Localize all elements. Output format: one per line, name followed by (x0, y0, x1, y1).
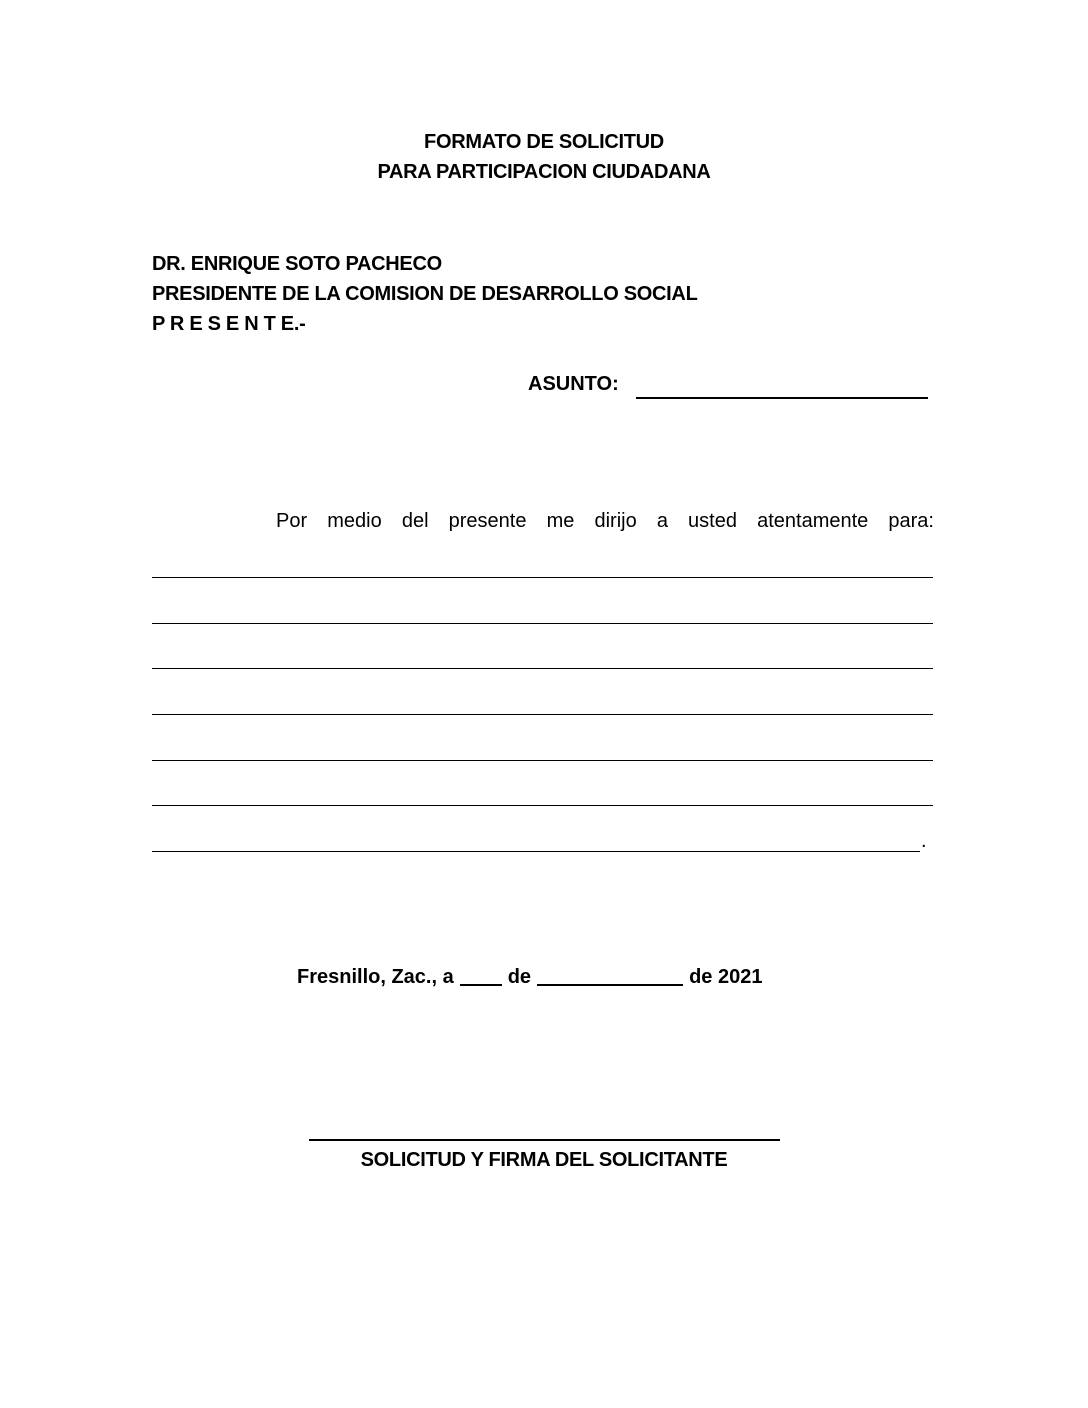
request-blank-line-2[interactable] (152, 623, 933, 624)
addressee-name: DR. ENRIQUE SOTO PACHECO (152, 253, 442, 275)
date-city: Fresnillo, Zac., a (297, 966, 454, 988)
date-de-label: de (507, 966, 532, 988)
addressee-position: PRESIDENTE DE LA COMISION DE DESARROLLO SOCIAL (152, 283, 698, 305)
request-blank-line-7[interactable] (152, 851, 920, 852)
addressee-presente: P R E S E N T E.- (152, 313, 306, 335)
document-title-line-2: PARA PARTICIPACION CIUDADANA (377, 161, 711, 183)
date-line (297, 964, 762, 989)
date-year-text: de 2021 (689, 966, 763, 988)
request-blank-line-6[interactable] (152, 805, 933, 806)
request-blank-line-3[interactable] (152, 668, 933, 669)
subject-blank-line[interactable] (636, 397, 928, 399)
request-blank-line-5[interactable] (152, 760, 933, 761)
body-intro-text: Por medio del presente me dirijo a usted atentamente para: (276, 510, 934, 532)
signature-blank-line[interactable] (309, 1139, 780, 1141)
request-blank-line-1[interactable] (152, 577, 933, 578)
date-day-blank[interactable] (460, 964, 502, 986)
request-blank-line-4[interactable] (152, 714, 933, 715)
document-title-line-1: FORMATO DE SOLICITUD (424, 131, 664, 153)
signature-label: SOLICITUD Y FIRMA DEL SOLICITANTE (360, 1149, 728, 1171)
closing-period: . (921, 830, 927, 852)
subject-label: ASUNTO: (528, 373, 619, 395)
date-month-blank[interactable] (537, 964, 683, 986)
